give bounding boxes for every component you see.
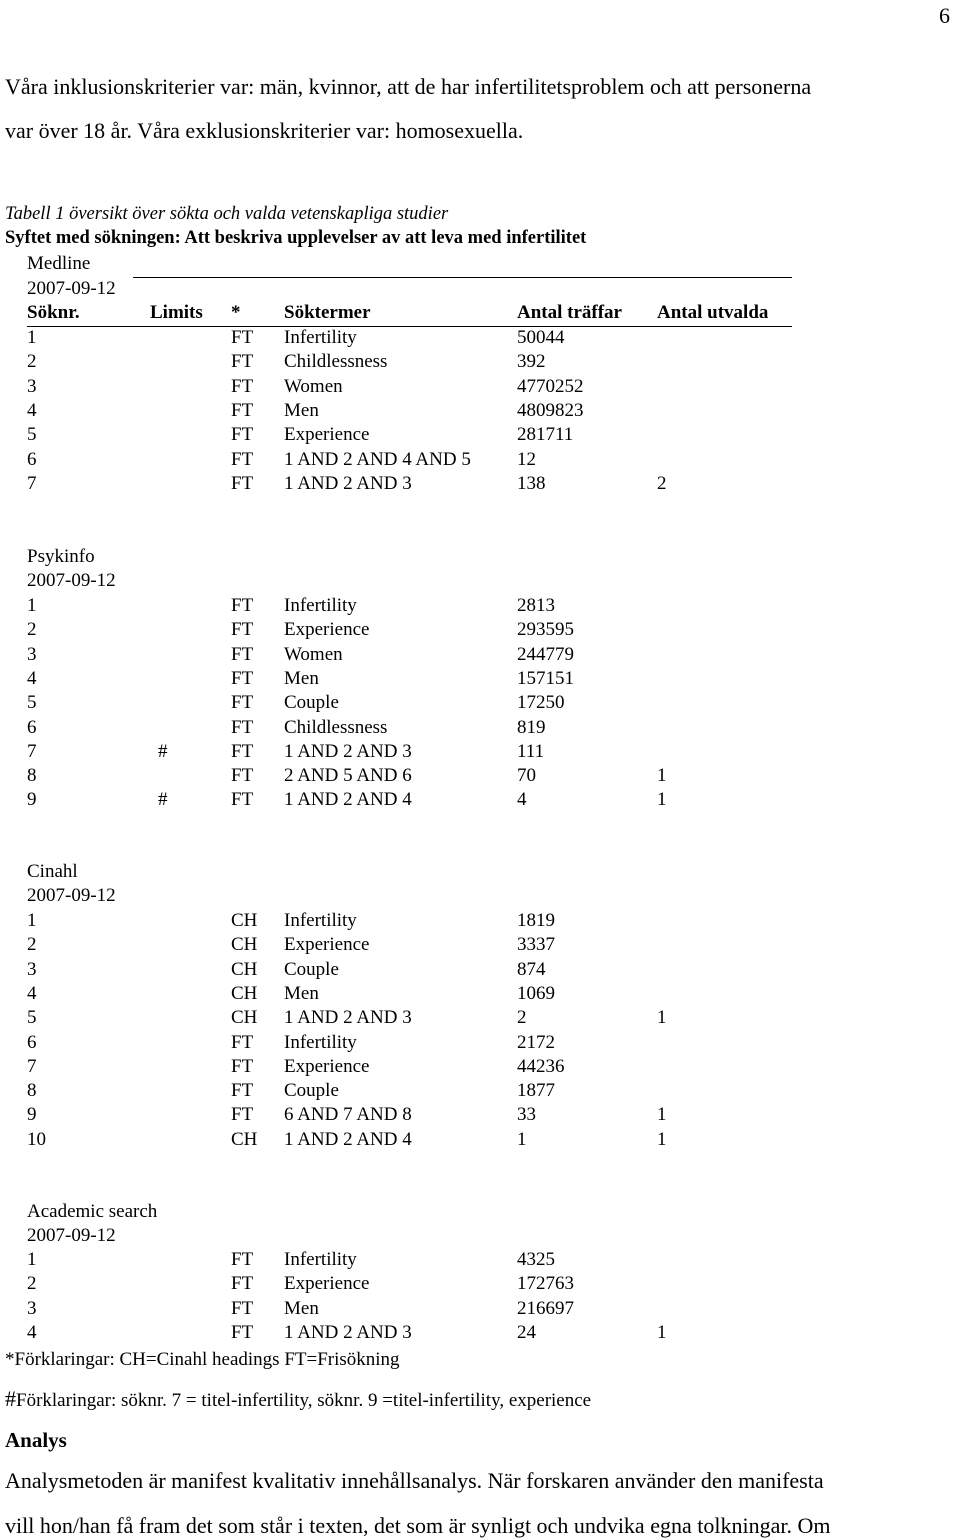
cell-search-number: 5 (27, 424, 37, 446)
header-rule-top (133, 277, 792, 278)
header-limits: Limits (150, 302, 203, 323)
cell-search-number: 5 (27, 1007, 37, 1029)
table-row (0, 1130, 960, 1154)
cell-hits: 157151 (517, 667, 574, 689)
cell-search-number: 7 (27, 1055, 37, 1077)
cell-search-term: Men (284, 667, 319, 689)
database-date: 2007-09-12 (27, 570, 116, 591)
cell-limit: FT (231, 740, 254, 762)
cell-search-number: 1 (27, 1249, 37, 1270)
cell-search-term: Experience (284, 934, 370, 956)
cell-limit: FT (231, 765, 254, 787)
cell-search-number: 3 (27, 958, 37, 980)
cell-search-number: 3 (27, 643, 37, 665)
table-purpose: Syftet med sökningen: Att beskriva upplevelser av att leva med infertilitet (5, 228, 587, 248)
cell-search-term: Childlessness (284, 716, 388, 738)
cell-search-number: 3 (27, 375, 37, 397)
table-row (0, 1081, 960, 1105)
cell-limit: FT (231, 1055, 254, 1077)
table-row (0, 1057, 960, 1081)
table-row (0, 645, 960, 669)
cell-search-term: 6 AND 7 AND 8 (284, 1104, 412, 1126)
database-name: Psykinfo (27, 546, 95, 567)
cell-search-number: 4 (27, 399, 37, 421)
header-selected: Antal utvalda (657, 302, 769, 323)
table-row (0, 352, 960, 376)
cell-hits: 24 (517, 1321, 536, 1343)
cell-hits: 819 (517, 716, 546, 738)
cell-limit: FT (231, 1249, 254, 1270)
cell-hits: 244779 (517, 643, 574, 665)
cell-hits: 1877 (517, 1080, 555, 1102)
cell-search-term: 1 AND 2 AND 3 (284, 1321, 412, 1343)
cell-hits: 70 (517, 765, 536, 787)
table-caption: Tabell 1 översikt över sökta och valda vetenskapliga studier (5, 204, 449, 224)
cell-selected: 2 (657, 472, 667, 494)
cell-limit: FT (231, 375, 254, 397)
table-row (0, 620, 960, 644)
table-row (0, 328, 960, 352)
table-row (0, 1008, 960, 1032)
cell-search-number: 7 (27, 472, 37, 494)
cell-search-number: 8 (27, 765, 37, 787)
table-row (0, 911, 960, 935)
cell-limit: FT (231, 351, 254, 373)
cell-hits: 33 (517, 1104, 536, 1126)
cell-search-term: Couple (284, 958, 339, 980)
cell-limit: CH (231, 910, 258, 931)
cell-search-number: 7 (27, 740, 37, 762)
cell-search-term: Men (284, 982, 319, 1004)
cell-hits: 2813 (517, 595, 555, 616)
cell-limit: CH (231, 934, 258, 956)
header-terms: Söktermer (284, 302, 371, 323)
cell-search-number: 9 (27, 1104, 37, 1126)
cell-hits: 12 (517, 448, 536, 470)
header-hits: Antal träffar (517, 302, 622, 323)
table-row (0, 1105, 960, 1129)
cell-limit: FT (231, 1104, 254, 1126)
cell-search-term: Couple (284, 1080, 339, 1102)
cell-search-number: 6 (27, 716, 37, 738)
cell-selected: 1 (657, 1007, 667, 1029)
cell-search-term: Men (284, 399, 319, 421)
cell-hits: 392 (517, 351, 546, 373)
intro-line-2: var över 18 år. Våra exklusionskriterier var: homosexuella. (5, 118, 524, 143)
cell-hits: 4 (517, 789, 527, 811)
cell-search-term: Men (284, 1297, 319, 1319)
footnote-hash-text: Förklaringar: söknr. 7 = titel-infertility, söknr. 9 =titel-infertility, experience (16, 1390, 592, 1411)
cell-search-number: 5 (27, 692, 37, 714)
cell-search-number: 3 (27, 1297, 37, 1319)
footnote-hash-symbol: # (5, 1386, 16, 1411)
table-row (0, 401, 960, 425)
cell-selected: 1 (657, 1104, 667, 1126)
cell-search-number: 1 (27, 595, 37, 616)
cell-hits: 50044 (517, 327, 565, 348)
cell-selected: 1 (657, 1128, 667, 1150)
table-row (0, 790, 960, 814)
cell-hits: 172763 (517, 1273, 574, 1295)
cell-hits: 281711 (517, 424, 574, 446)
cell-selected: 1 (657, 1321, 667, 1343)
cell-hits: 293595 (517, 619, 574, 641)
cell-search-number: 4 (27, 1321, 37, 1343)
table-row (0, 425, 960, 449)
cell-search-number: 6 (27, 448, 37, 470)
cell-hits: 1819 (517, 910, 555, 931)
cell-hits: 138 (517, 472, 546, 494)
analysis-heading: Analys (5, 1428, 67, 1452)
cell-search-number: 1 (27, 910, 37, 931)
cell-limit: CH (231, 1128, 258, 1150)
cell-limit: FT (231, 424, 254, 446)
cell-limit: FT (231, 692, 254, 714)
cell-limit: FT (231, 1031, 254, 1053)
table-row (0, 984, 960, 1008)
analysis-line-1: Analysmetoden är manifest kvalitativ innehållsanalys. När forskaren använder den manifesta (5, 1468, 824, 1493)
cell-limit: FT (231, 1297, 254, 1319)
cell-search-number: 8 (27, 1080, 37, 1102)
cell-search-number: 4 (27, 667, 37, 689)
cell-search-number: 2 (27, 351, 37, 373)
cell-search-term: 2 AND 5 AND 6 (284, 765, 412, 787)
cell-search-number: 2 (27, 1273, 37, 1295)
cell-hits: 1069 (517, 982, 555, 1004)
cell-selected: 1 (657, 765, 667, 787)
cell-search-number: 2 (27, 619, 37, 641)
cell-hits: 1 (517, 1128, 527, 1150)
cell-search-term: Experience (284, 1055, 370, 1077)
table-row (0, 742, 960, 766)
cell-hits: 2 (517, 1007, 527, 1029)
table-row (0, 450, 960, 474)
cell-search-number: 2 (27, 934, 37, 956)
cell-limit: FT (231, 1080, 254, 1102)
cell-limit: FT (231, 1321, 254, 1343)
cell-hits: 3337 (517, 934, 555, 956)
cell-hits: 874 (517, 958, 546, 980)
table-row (0, 1033, 960, 1057)
cell-limit: CH (231, 982, 258, 1004)
table-row (0, 718, 960, 742)
cell-search-term: 1 AND 2 AND 4 (284, 789, 412, 811)
database-name: Cinahl (27, 861, 78, 882)
database-name: Academic search (27, 1201, 158, 1222)
cell-hits: 4325 (517, 1249, 555, 1270)
cell-search-number: 1 (27, 327, 37, 348)
cell-hits: 111 (517, 740, 545, 762)
cell-limit: FT (231, 789, 254, 811)
cell-search-term: Childlessness (284, 351, 388, 373)
cell-limit: FT (231, 716, 254, 738)
footnote-hash (5, 1386, 591, 1412)
header-rule-bottom (27, 326, 792, 327)
cell-search-number: 9 (27, 789, 37, 811)
cell-search-term: 1 AND 2 AND 3 (284, 740, 412, 762)
cell-limit: FT (231, 667, 254, 689)
table-row (0, 1323, 960, 1347)
header-nr: Söknr. (27, 302, 80, 323)
header-star: * (231, 302, 241, 323)
table-row (0, 960, 960, 984)
cell-limit: FT (231, 448, 254, 470)
table-row (0, 935, 960, 959)
cell-search-term: Experience (284, 619, 370, 641)
table-row (0, 474, 960, 498)
cell-search-term: 1 AND 2 AND 4 AND 5 (284, 448, 471, 470)
cell-search-term: Infertility (284, 1249, 357, 1270)
cell-search-term: 1 AND 2 AND 3 (284, 1007, 412, 1029)
cell-search-term: Experience (284, 1273, 370, 1295)
cell-limit: FT (231, 595, 254, 616)
cell-limit: FT (231, 1273, 254, 1295)
cell-search-number: 4 (27, 982, 37, 1004)
cell-limit: CH (231, 958, 258, 980)
database-date: 2007-09-12 (27, 278, 116, 299)
cell-search-term: Experience (284, 424, 370, 446)
database-name: Medline (27, 253, 91, 274)
table-row (0, 766, 960, 790)
cell-search-term: 1 AND 2 AND 3 (284, 472, 412, 494)
cell-search-number: 6 (27, 1031, 37, 1053)
cell-limit: FT (231, 643, 254, 665)
cell-search-number: 10 (27, 1128, 46, 1150)
cell-search-term: Couple (284, 692, 339, 714)
table-row (0, 669, 960, 693)
database-date: 2007-09-12 (27, 1225, 116, 1246)
cell-selected: 1 (657, 789, 667, 811)
table-row (0, 377, 960, 401)
cell-hits: 17250 (517, 692, 565, 714)
cell-search-term: Infertility (284, 595, 357, 616)
cell-mark: # (158, 789, 168, 811)
cell-hits: 216697 (517, 1297, 574, 1319)
cell-search-term: Women (284, 643, 343, 665)
footnote-star: *Förklaringar: CH=Cinahl headings FT=Frisökning (5, 1349, 400, 1370)
table-row (0, 1250, 960, 1274)
page-number: 6 (939, 3, 950, 28)
analysis-line-2: vill hon/han få fram det som står i texten, det som är synligt och undvika egna tolkningar. Om (5, 1513, 831, 1538)
database-date: 2007-09-12 (27, 885, 116, 906)
intro-line-1: Våra inklusionskriterier var: män, kvinnor, att de har infertilitetsproblem och att personerna (5, 74, 812, 99)
table-row (0, 693, 960, 717)
cell-limit: CH (231, 1007, 258, 1029)
table-header-row (0, 303, 960, 327)
cell-limit: FT (231, 619, 254, 641)
cell-limit: FT (231, 472, 254, 494)
cell-limit: FT (231, 399, 254, 421)
cell-search-term: Infertility (284, 1031, 357, 1053)
cell-search-term: 1 AND 2 AND 4 (284, 1128, 412, 1150)
cell-search-term: Women (284, 375, 343, 397)
table-row (0, 1274, 960, 1298)
cell-hits: 4770252 (517, 375, 584, 397)
cell-search-term: Infertility (284, 910, 357, 931)
table-row (0, 1299, 960, 1323)
cell-limit: FT (231, 327, 254, 348)
cell-hits: 4809823 (517, 399, 584, 421)
cell-search-term: Infertility (284, 327, 357, 348)
cell-mark: # (158, 740, 168, 762)
cell-hits: 44236 (517, 1055, 565, 1077)
table-row (0, 596, 960, 620)
cell-hits: 2172 (517, 1031, 555, 1053)
